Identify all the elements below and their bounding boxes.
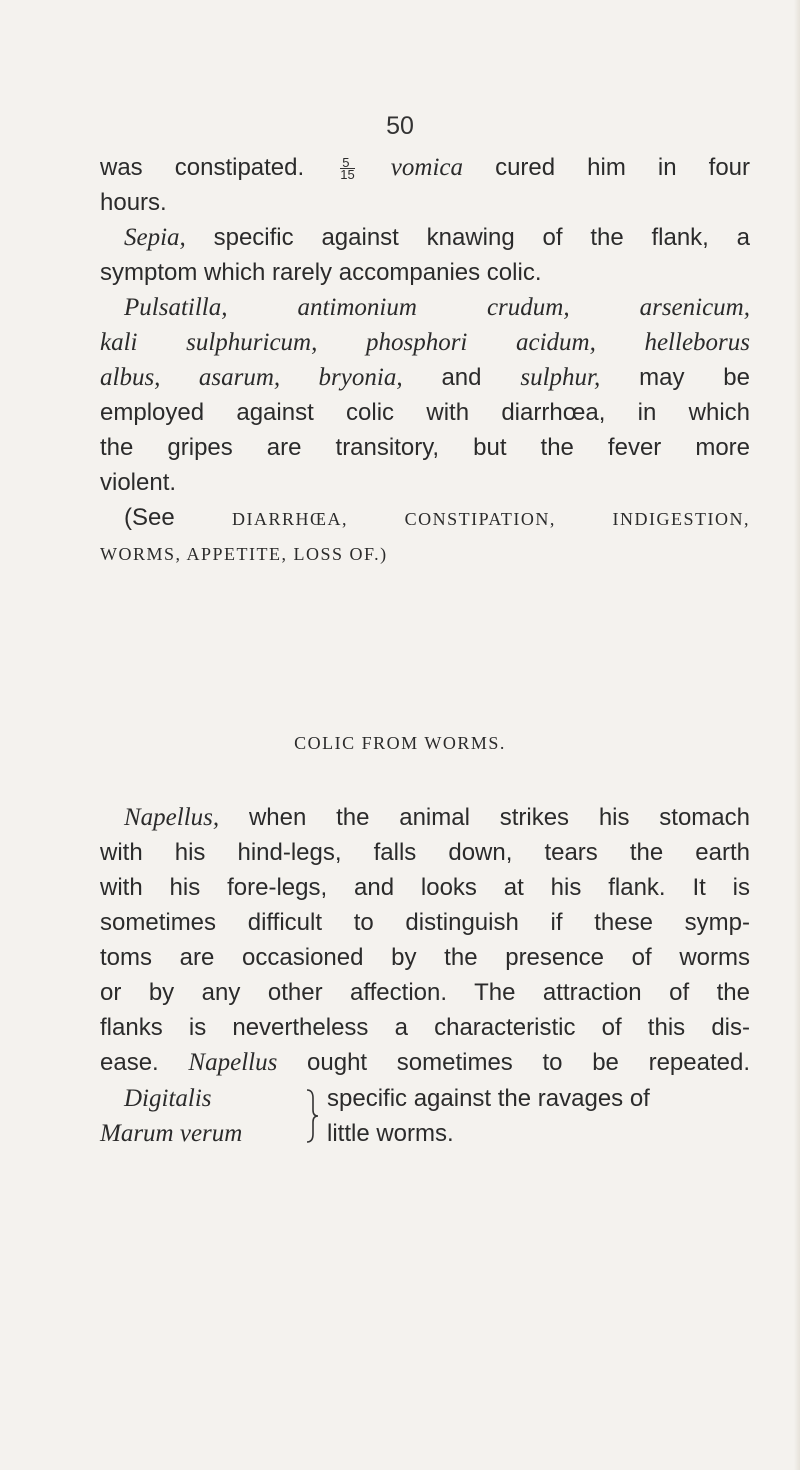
para3-line3: albus, asarum, bryonia, and sulphur, may be bbox=[100, 364, 750, 391]
page-number: 50 bbox=[386, 112, 414, 140]
para4-line2: WORMS, APPETITE, LOSS OF.) bbox=[100, 544, 388, 564]
remedy-marum-verum: Marum verum bbox=[100, 1119, 243, 1147]
para4-line1: (See DIARRHŒA, CONSTIPATION, INDIGESTION, bbox=[124, 504, 750, 531]
remedy-description: specific against the ravages of little worms. bbox=[327, 1084, 650, 1147]
para5-line4: sometimes difficult to distinguish if these symp- bbox=[100, 909, 750, 936]
para1-line2: hours. bbox=[100, 189, 167, 216]
para5-line8: ease. Napellus ought sometimes to be repeated. bbox=[100, 1049, 751, 1076]
para3-line5: the gripes are transitory, but the fever more bbox=[100, 434, 750, 461]
para5-line6: or by any other affection. The attraction of the bbox=[100, 979, 750, 1006]
page-edge bbox=[794, 0, 800, 1470]
para3-line2: kali sulphuricum, phosphori acidum, helleborus bbox=[100, 329, 750, 356]
remedy-bracket-group bbox=[100, 1080, 750, 1151]
para5-line7: flanks is nevertheless a characteristic of this dis- bbox=[100, 1014, 750, 1041]
remedy-names bbox=[100, 1081, 305, 1151]
section-heading: COLIC FROM WORMS. bbox=[294, 733, 506, 753]
para1-line1: was constipated. $\frac{5}{15}$ vomica cured him in four bbox=[100, 154, 751, 183]
body-text-upper bbox=[100, 150, 750, 570]
remedy-digitalis: Digitalis bbox=[124, 1084, 212, 1112]
para3-line4: employed against colic with diarrhœa, in which bbox=[100, 399, 750, 426]
para5-line5: toms are occasioned by the presence of worms bbox=[100, 944, 750, 971]
curly-brace-icon bbox=[305, 1086, 319, 1146]
para2-line2: symptom which rarely accompanies colic. bbox=[100, 259, 542, 286]
para3-line6: violent. bbox=[100, 469, 177, 496]
body-text-lower bbox=[100, 800, 750, 1151]
para2-line1: Sepia, specific against knawing of the flank, a bbox=[124, 224, 750, 251]
para3-line1: Pulsatilla, antimonium crudum, arsenicum, bbox=[124, 294, 750, 321]
para5-line3: with his fore-legs, and looks at his flank. It is bbox=[100, 874, 750, 901]
para5-line2: with his hind-legs, falls down, tears the earth bbox=[100, 839, 750, 866]
para5-line1: Napellus, when the animal strikes his stomach bbox=[124, 804, 750, 831]
fraction: $\frac{5}{15}$ bbox=[340, 155, 355, 183]
